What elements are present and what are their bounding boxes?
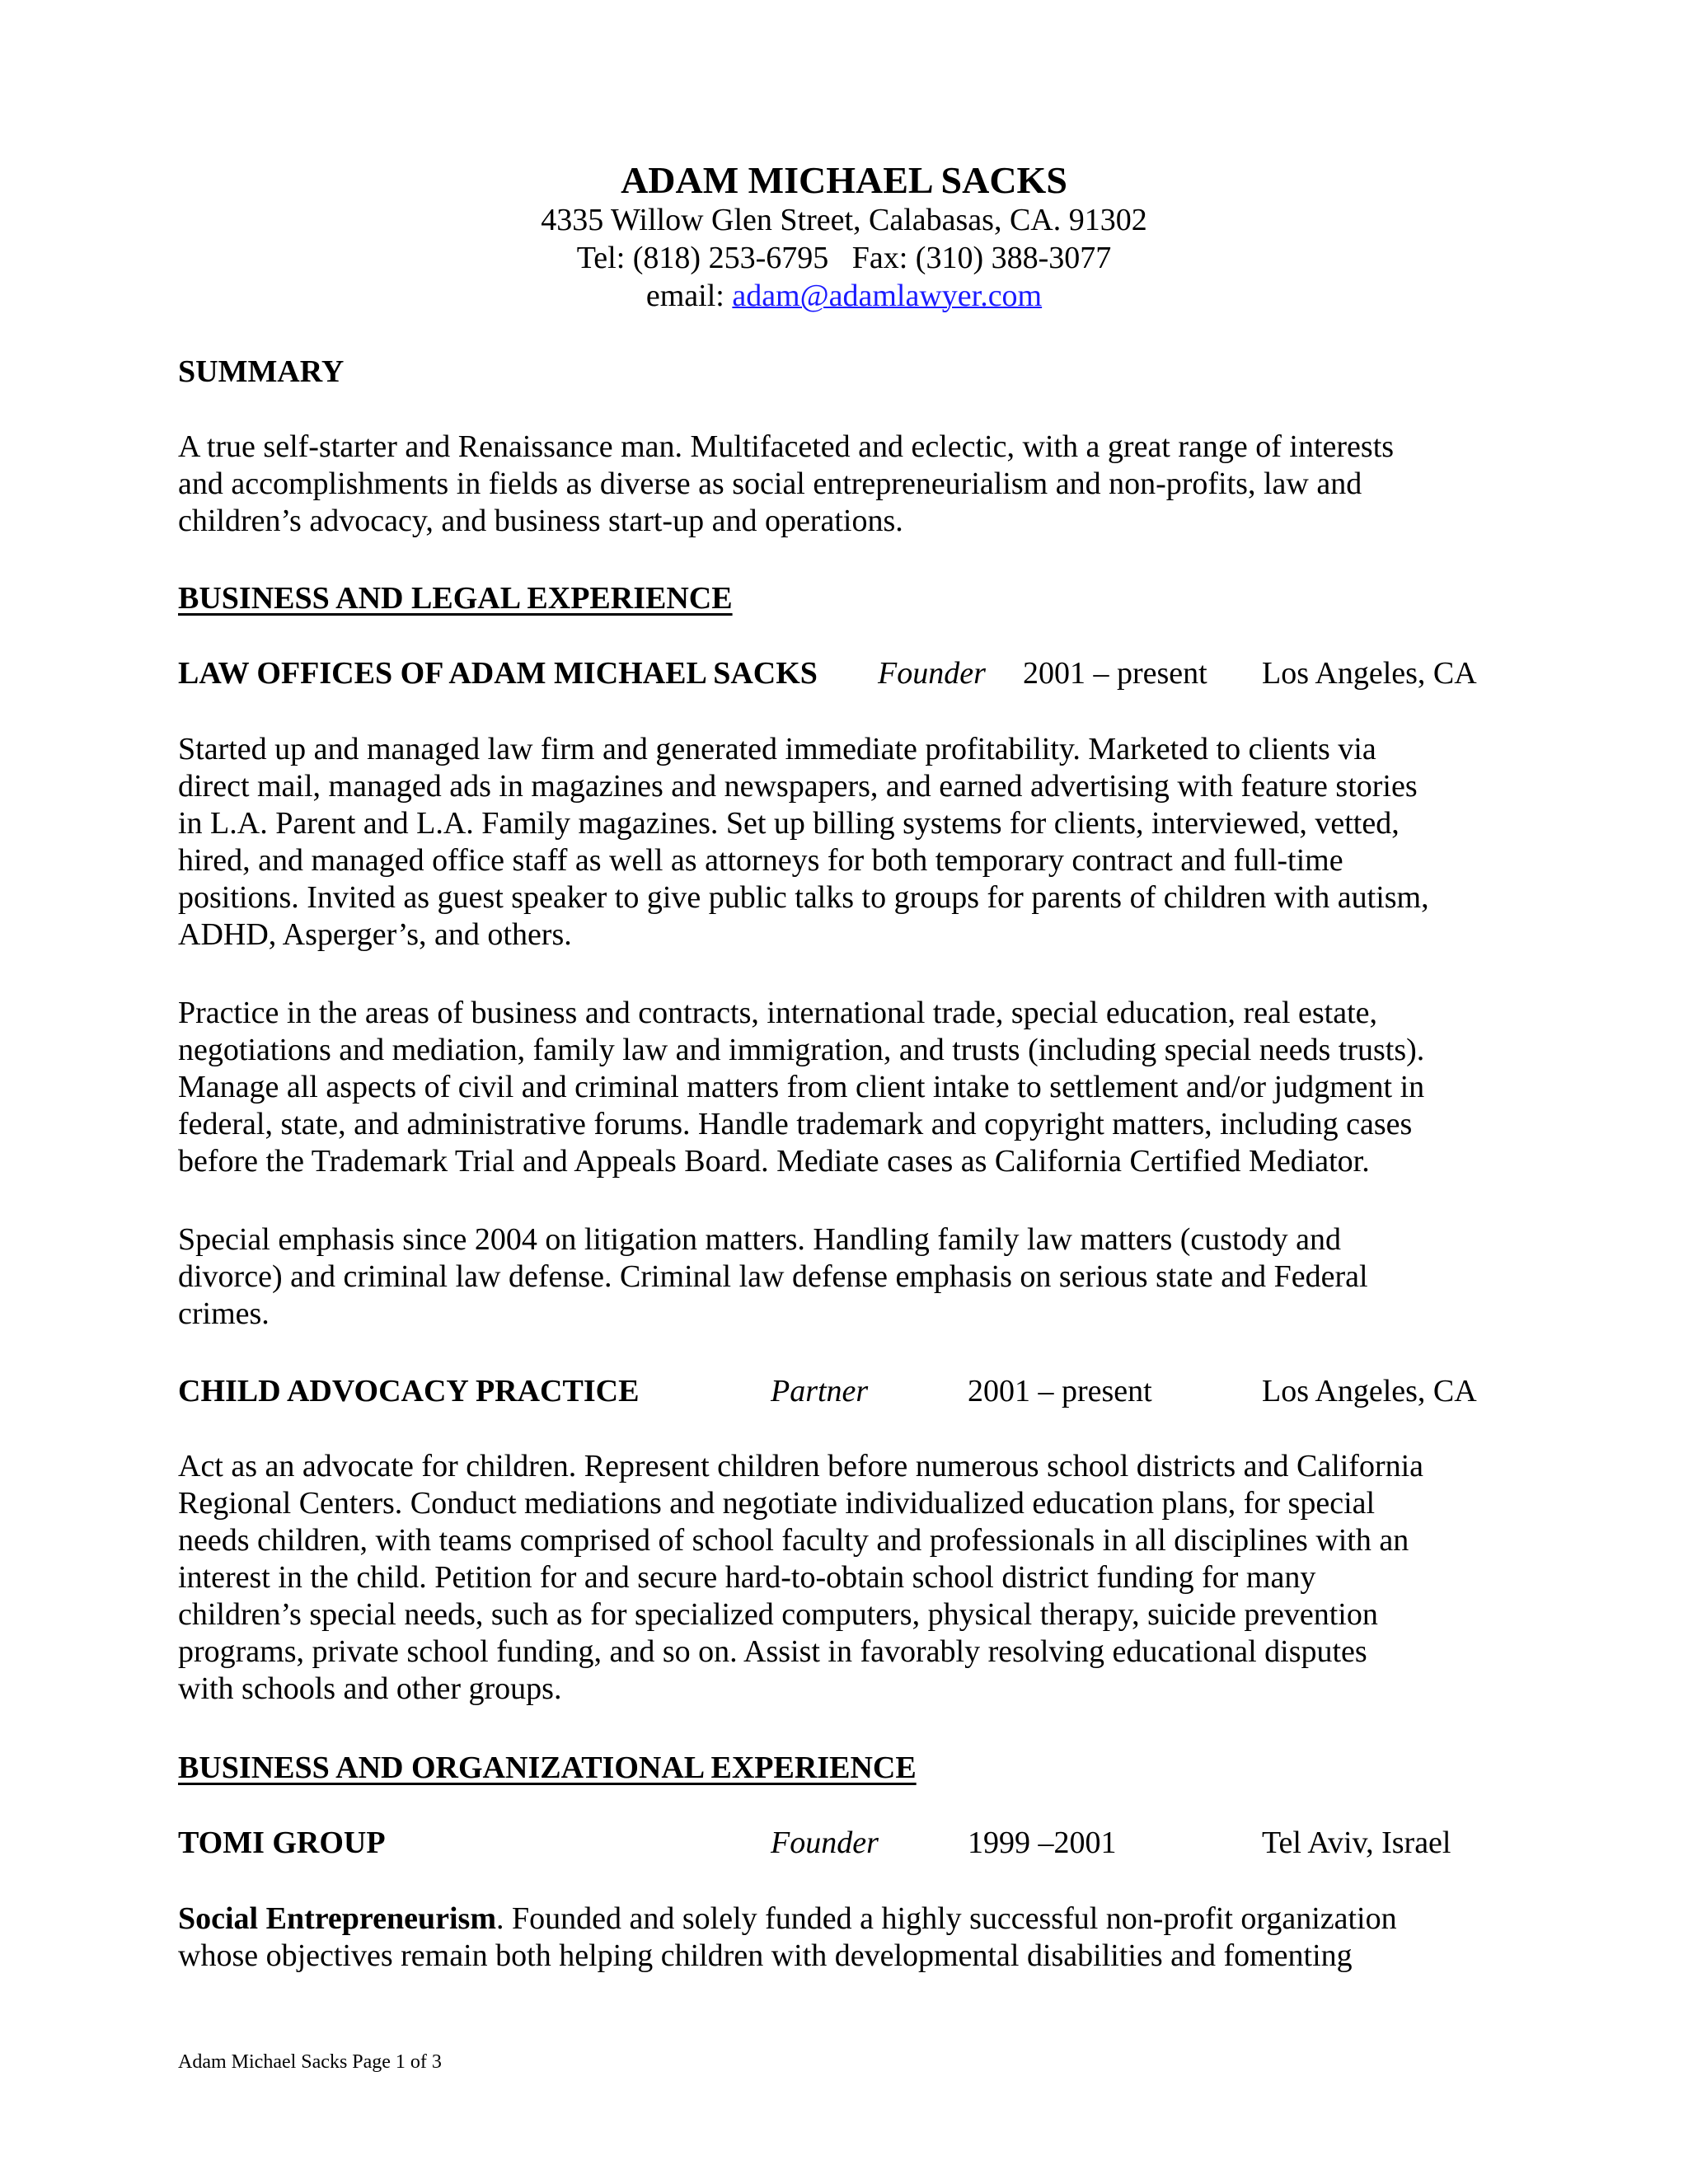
paragraph-line: Practice in the areas of business and contracts, international trade, special education, real estate, <box>178 996 1378 1030</box>
email-label: email: <box>645 279 733 313</box>
candidate-name: ADAM MICHAEL SACKS <box>621 159 1067 201</box>
paragraph-line: before the Trademark Trial and Appeals Board. Mediate cases as California Certified Mediator. <box>178 1144 1370 1179</box>
paragraph-line: interest in the child. Petition for and secure hard-to-obtain school district funding for many <box>178 1560 1316 1595</box>
paragraph-line: Act as an advocate for children. Represent children before numerous school districts and California <box>178 1449 1424 1483</box>
child-advocacy-location: Los Angeles, CA <box>1262 1374 1477 1408</box>
tomi-group-paragraph <box>178 1900 1397 1975</box>
summary-line: children’s advocacy, and business start-up and operations. <box>178 504 903 538</box>
child-advocacy-paragraph <box>178 1448 1423 1708</box>
paragraph-line: negotiations and mediation, family law and immigration, and trusts (including special needs trusts). <box>178 1033 1425 1067</box>
paragraph-line: programs, private school funding, and so on. Assist in favorably resolving educational disputes <box>178 1634 1367 1669</box>
paragraph-line: in L.A. Parent and L.A. Family magazines. Set up billing systems for clients, interviewed, vetted, <box>178 806 1400 841</box>
email-link[interactable]: adam@adamlawyer.com <box>732 279 1043 313</box>
paragraph-line: needs children, with teams comprised of school faculty and professionals in all disciplines with an <box>178 1523 1409 1558</box>
child-advocacy-role: Partner <box>771 1374 869 1408</box>
paragraph-line: divorce) and criminal law defense. Criminal law defense emphasis on serious state and Federal <box>178 1259 1368 1294</box>
paragraph-line: Started up and managed law firm and generated immediate profitability. Marketed to clients via <box>178 732 1376 766</box>
tomi-group-role: Founder <box>771 1825 879 1860</box>
paragraph-line: positions. Invited as guest speaker to give public talks to groups for parents of children with autism, <box>178 880 1429 915</box>
summary-line: and accomplishments in fields as diverse as social entrepreneurialism and non-profits, law and <box>178 466 1362 501</box>
paragraph-line: ADHD, Asperger’s, and others. <box>178 917 572 952</box>
law-offices-org: LAW OFFICES OF ADAM MICHAEL SACKS <box>178 656 818 691</box>
paragraph-line: Manage all aspects of civil and criminal matters from client intake to settlement and/or judgment in <box>178 1070 1425 1104</box>
paragraph-line: federal, state, and administrative forums. Handle trademark and copyright matters, including cases <box>178 1107 1413 1141</box>
summary-heading: SUMMARY <box>178 354 345 389</box>
law-offices-dates: 2001 – present <box>1023 656 1207 691</box>
business-legal-heading: BUSINESS AND LEGAL EXPERIENCE <box>178 581 733 616</box>
law-offices-role: Founder <box>878 656 986 691</box>
paragraph-line: hired, and managed office staff as well as attorneys for both temporary contract and full-time <box>178 843 1343 878</box>
tomi-group-dates: 1999 –2001 <box>968 1825 1117 1860</box>
paragraph-line <box>178 1900 1397 1938</box>
law-offices-paragraph-2 <box>178 995 1424 1180</box>
tomi-group-line1-rest: . Founded and solely funded a highly successful non-profit organization <box>495 1901 1397 1936</box>
business-org-heading: BUSINESS AND ORGANIZATIONAL EXPERIENCE <box>178 1750 917 1785</box>
summary-paragraph <box>178 429 1394 540</box>
address: 4335 Willow Glen Street, Calabasas, CA. 91302 <box>541 203 1147 237</box>
paragraph-line: crimes. <box>178 1296 270 1331</box>
law-offices-location: Los Angeles, CA <box>1262 656 1477 691</box>
paragraph-line: whose objectives remain both helping children with developmental disabilities and fomenting <box>178 1938 1353 1973</box>
summary-line: A true self-starter and Renaissance man. Multifaceted and eclectic, with a great range of interests <box>178 429 1395 464</box>
paragraph-line: Special emphasis since 2004 on litigation matters. Handling family law matters (custody and <box>178 1222 1341 1257</box>
law-offices-paragraph-3 <box>178 1221 1368 1333</box>
paragraph-line: Regional Centers. Conduct mediations and negotiate individualized education plans, for special <box>178 1486 1376 1521</box>
phone-fax: Tel: (818) 253-6795 Fax: (310) 388-3077 <box>576 241 1112 275</box>
child-advocacy-dates: 2001 – present <box>968 1374 1152 1408</box>
tomi-group-org: TOMI GROUP <box>178 1825 386 1860</box>
page-footer: Adam Michael Sacks Page 1 of 3 <box>178 2051 442 2073</box>
law-offices-paragraph-1 <box>178 731 1429 954</box>
paragraph-line: with schools and other groups. <box>178 1671 562 1706</box>
email-line <box>0 278 1688 315</box>
paragraph-line: children’s special needs, such as for specialized computers, physical therapy, suicide prevention <box>178 1597 1378 1632</box>
tomi-group-lead: Social Entrepreneurism <box>178 1901 496 1936</box>
child-advocacy-org: CHILD ADVOCACY PRACTICE <box>178 1374 640 1408</box>
paragraph-line: direct mail, managed ads in magazines and newspapers, and earned advertising with feature stories <box>178 769 1418 804</box>
tomi-group-location: Tel Aviv, Israel <box>1262 1825 1451 1860</box>
